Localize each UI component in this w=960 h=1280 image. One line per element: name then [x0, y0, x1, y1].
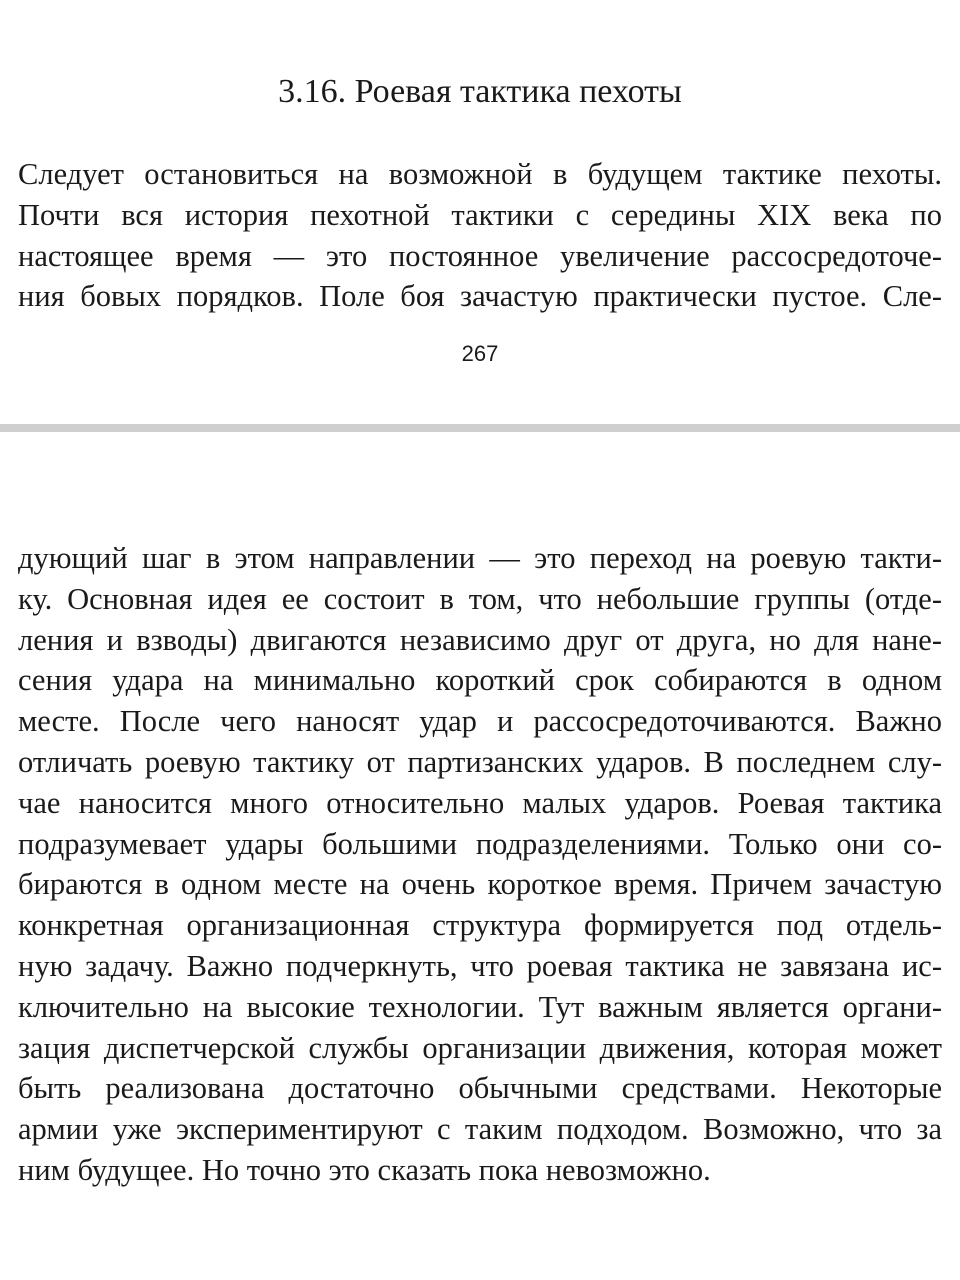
page-number: 267 — [461, 341, 499, 366]
text-line: подразумевает удары большими подразделениями. Только они со- — [18, 826, 942, 861]
text-line: ную задачу. Важно подчеркнуть, что роевая тактика не завязана ис- — [18, 948, 942, 983]
text-line: армии уже экспериментируют с таким подходом. Возможно, что за — [18, 1112, 942, 1147]
text-line: ключительно на высокие технологии. Тут важным является органи- — [18, 989, 942, 1024]
text-line: дующий шаг в этом направлении — это переход на роевую такти- — [18, 541, 942, 575]
paragraph-top — [18, 154, 942, 317]
page-divider — [0, 424, 960, 432]
text-line: отличать роевую тактику от партизанских ударов. В последнем слу- — [18, 744, 942, 779]
section-title: 3.16. Роевая тактика пехоты — [278, 73, 682, 110]
text-line: быть реализована достаточно обычными средствами. Некоторые — [18, 1071, 942, 1106]
text-line: чае наносится много относительно малых ударов. Роевая тактика — [18, 785, 942, 820]
text-line: зация диспетчерской службы организации движения, которая может — [18, 1030, 942, 1065]
text-line: ния бовых порядков. Поле боя зачастую практически пустое. Сле- — [18, 279, 942, 314]
text-line: ку. Основная идея ее состоит в том, что небольшие группы (отде- — [18, 581, 942, 616]
page-267[interactable] — [0, 0, 960, 424]
text-line: сения удара на минимально короткий срок собираются в одном — [18, 663, 942, 698]
text-line: ления и взводы) двигаются независимо друг от друга, но для нане- — [18, 622, 942, 657]
text-line: ним будущее. Но точно это сказать пока невозможно. — [18, 1152, 711, 1187]
text-line: Следует остановиться на возможной в будущем тактике пехоты. — [18, 157, 942, 191]
text-line: настоящее время — это постоянное увеличение рассосредоточе- — [18, 238, 942, 273]
text-line: конкретная организационная структура формируется под отдель- — [18, 908, 942, 943]
paragraph-bottom — [18, 538, 942, 1191]
text-line: бираются в одном месте на очень короткое время. Причем зачастую — [18, 867, 942, 902]
text-line: месте. После чего наносят удар и рассосредоточиваются. Важно — [18, 704, 942, 739]
text-line: Почти вся история пехотной тактики с середины XIX века по — [18, 197, 942, 232]
